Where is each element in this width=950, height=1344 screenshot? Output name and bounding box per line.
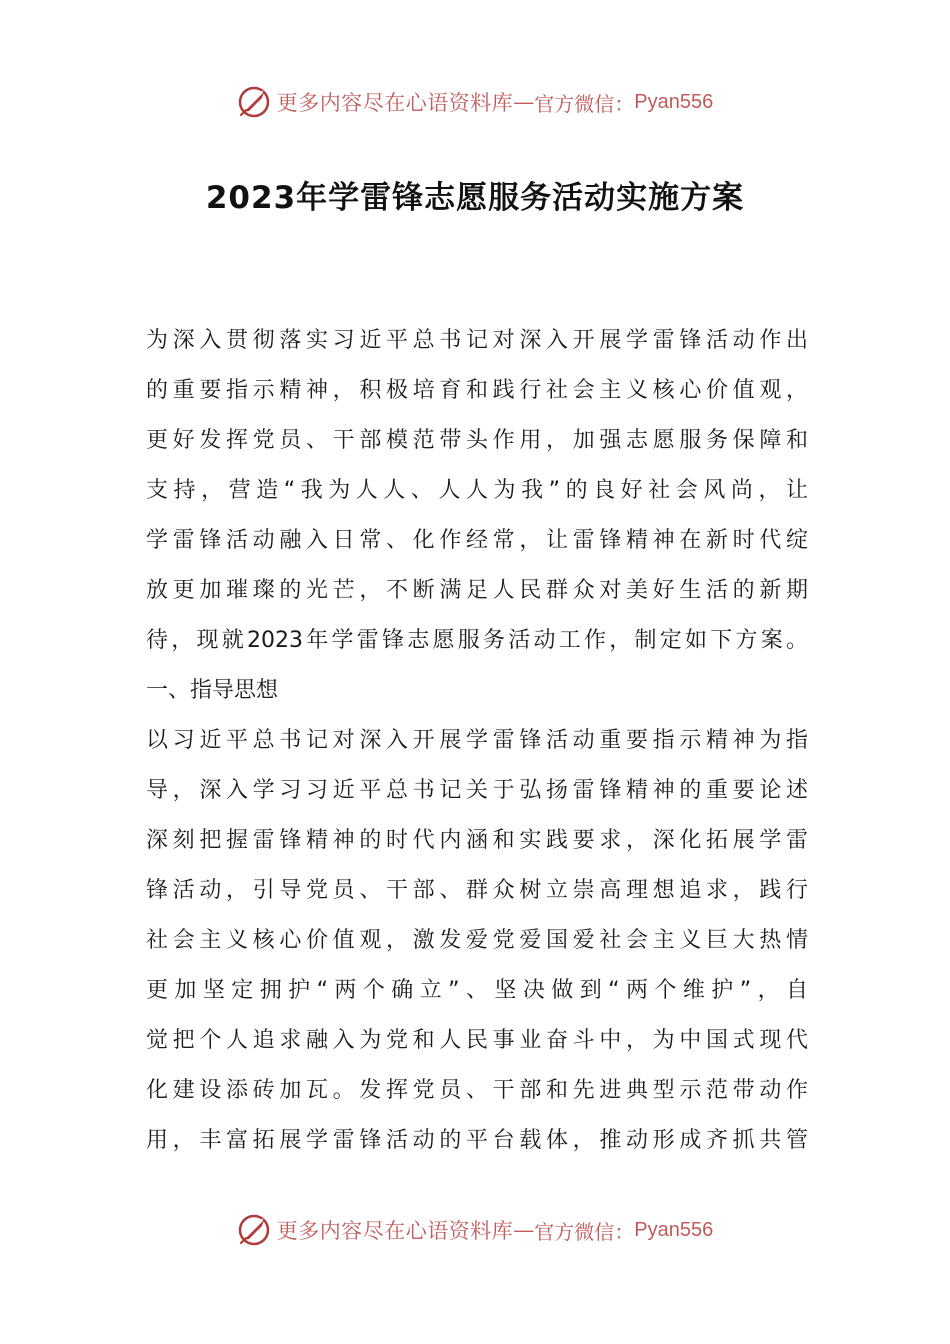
body-line: 支持，营造“我为人人、人人为我”的良好社会风尚，让 (146, 478, 808, 503)
body-line: 导，深入学习习近平总书记关于弘扬雷锋精神的重要论述 (146, 778, 808, 803)
body-line: 更加坚定拥护“两个确立”、坚决做到“两个维护”，自 (146, 978, 808, 1003)
quill-pen-logo-icon (237, 1213, 271, 1247)
body-line: 以习近平总书记对深入开展学雷锋活动重要指示精神为指 (146, 728, 808, 753)
body-line: 锋活动，引导党员、干部、群众树立崇高理想追求，践行 (146, 878, 808, 903)
body-line: 更好发挥党员、干部模范带头作用，加强志愿服务保障和 (146, 428, 808, 453)
banner-separator: — (513, 90, 535, 114)
quill-pen-logo-icon (237, 85, 271, 119)
body-line: 的重要指示精神，积极培育和践行社会主义核心价值观， (146, 378, 808, 403)
document-title: 2023年学雷锋志愿服务活动实施方案 (205, 180, 745, 216)
banner-slogan: 更多内容尽在心语资料库 (276, 91, 514, 115)
body-line: 社会主义核心价值观，激发爱党爱国爱社会主义巨大热情 (146, 928, 808, 953)
body-line: 放更加璀璨的光芒，不断满足人民群众对美好生活的新期 (146, 578, 808, 603)
footer-watermark-banner (0, 1210, 950, 1250)
banner-wechat-label: 官方微信： (534, 91, 635, 116)
body-line: 为深入贯彻落实习近平总书记对深入开展学雷锋活动作出 (146, 328, 808, 353)
document-body (146, 316, 808, 1166)
body-line: 待，现就2023年学雷锋志愿服务活动工作，制定如下方案。 (146, 628, 808, 653)
body-line: 用，丰富拓展学雷锋活动的平台载体，推动形成齐抓共管 (146, 1128, 808, 1153)
banner-slogan: 更多内容尽在心语资料库 (276, 1219, 514, 1243)
banner-wechat-label: 官方微信： (534, 1219, 635, 1244)
body-line: 学雷锋活动融入日常、化作经常，让雷锋精神在新时代绽 (146, 528, 808, 553)
header-watermark-banner (0, 82, 950, 122)
banner-wechat-id: Pyan556 (634, 1218, 714, 1241)
body-line: 深刻把握雷锋精神的时代内涵和实践要求，深化拓展学雷 (146, 828, 808, 853)
banner-wechat-id: Pyan556 (634, 90, 714, 113)
banner-separator: — (513, 1218, 535, 1242)
body-line: 觉把个人追求融入为党和人民事业奋斗中，为中国式现代 (146, 1028, 808, 1053)
section-heading: 一、指导思想 (146, 678, 279, 703)
body-line: 化建设添砖加瓦。发挥党员、干部和先进典型示范带动作 (146, 1078, 808, 1103)
